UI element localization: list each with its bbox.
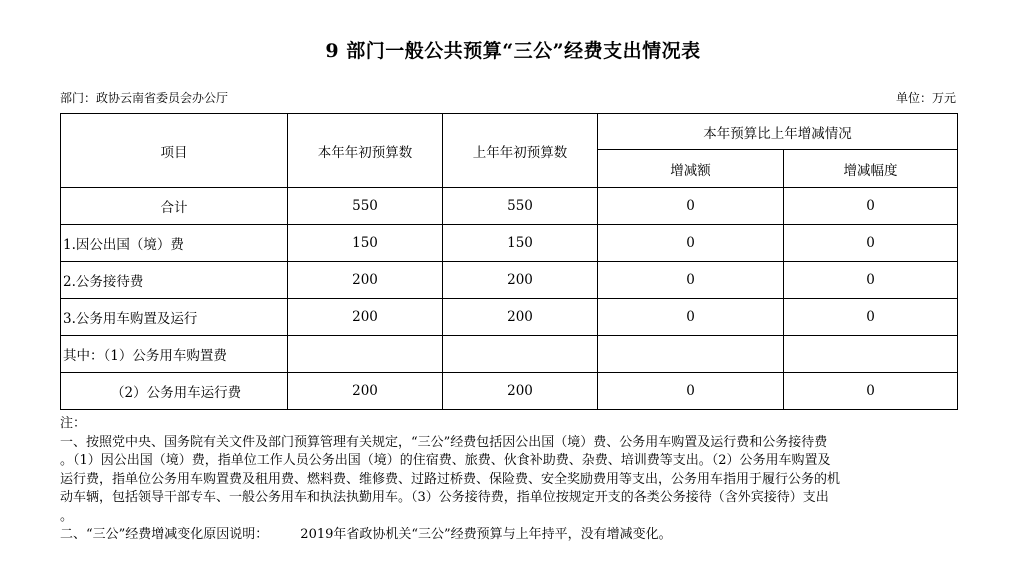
cell-item: 3.公务用车购置及运行 bbox=[61, 299, 288, 336]
department-label: 部门：政协云南省委员会办公厅 bbox=[60, 91, 229, 105]
notes-line-5: 。 bbox=[60, 508, 74, 524]
table-row-reception bbox=[61, 262, 958, 299]
cell-current: 200 bbox=[288, 262, 443, 299]
table-row-vehicle-operation bbox=[61, 373, 958, 410]
notes-line-6 bbox=[60, 526, 960, 545]
table-row-vehicle bbox=[61, 299, 958, 336]
cell-change: 0 bbox=[598, 373, 784, 410]
cell-current bbox=[288, 336, 443, 373]
table-row-vehicle-purchase bbox=[61, 336, 958, 373]
cell-item: 1.因公出国（境）费 bbox=[61, 225, 288, 262]
notes-line-3: 运行费，指单位公务用车购置费及租用费、燃料费、维修费、过路过桥费、保险费、安全奖励费用等支出，公务用车指用于履行公务的机 bbox=[60, 471, 841, 487]
cell-current: 550 bbox=[288, 188, 443, 225]
notes-line-4: 动车辆，包括领导干部专车、一般公务用车和执法执勤用车。（3）公务接待费，指单位按规定开支的各类公务接待（含外宾接待）支出 bbox=[60, 490, 829, 505]
cell-change: 0 bbox=[598, 299, 784, 336]
cell-previous bbox=[443, 336, 598, 373]
cell-previous: 200 bbox=[443, 373, 598, 410]
cell-previous: 550 bbox=[443, 188, 598, 225]
header-change-amount: 增减额 bbox=[598, 150, 784, 188]
cell-previous: 150 bbox=[443, 225, 598, 262]
cell-item: 2.公务接待费 bbox=[61, 262, 288, 299]
cell-item: 其中：（1）公务用车购置费 bbox=[61, 336, 288, 373]
cell-item: （2）公务用车运行费 bbox=[61, 373, 288, 410]
notes-change-reason-label: 二、“三公”经费增减变化原因说明： bbox=[60, 527, 269, 542]
cell-rate: 0 bbox=[784, 299, 958, 336]
cell-current: 150 bbox=[288, 225, 443, 262]
table-row-overseas bbox=[61, 225, 958, 262]
notes-section bbox=[60, 415, 960, 545]
cell-rate: 0 bbox=[784, 225, 958, 262]
notes-line-1: 一、按照党中央、国务院有关文件及部门预算管理有关规定，“三公”经费包括因公出国（境）费、公务用车购置及运行费和公务接待费 bbox=[60, 434, 828, 450]
table-row-total bbox=[61, 188, 958, 225]
header-current-budget: 本年年初预算数 bbox=[288, 114, 443, 188]
header-item: 项目 bbox=[61, 114, 288, 188]
header-change-rate: 增减幅度 bbox=[784, 150, 958, 188]
notes-label: 注： bbox=[60, 416, 87, 431]
cell-change: 0 bbox=[598, 262, 784, 299]
page-title: 9 部门一般公共预算“三公”经费支出情况表 bbox=[325, 40, 701, 62]
cell-rate bbox=[784, 336, 958, 373]
cell-rate: 0 bbox=[784, 188, 958, 225]
header-previous-budget: 上年年初预算数 bbox=[443, 114, 598, 188]
cell-rate: 0 bbox=[784, 373, 958, 410]
notes-line-2: 。（1）因公出国（境）费，指单位工作人员公务出国（境）的住宿费、旅费、伙食补助费、杂费、培训费等支出。（2）公务用车购置及 bbox=[60, 453, 831, 468]
cell-change: 0 bbox=[598, 225, 784, 262]
unit-label: 单位：万元 bbox=[895, 91, 956, 105]
cell-current: 200 bbox=[288, 373, 443, 410]
header-change-group: 本年预算比上年增减情况 bbox=[598, 114, 958, 150]
cell-rate: 0 bbox=[784, 262, 958, 299]
cell-previous: 200 bbox=[443, 262, 598, 299]
cell-item: 合计 bbox=[61, 188, 288, 225]
notes-change-reason-text: 2019年省政协机关“三公”经费预算与上年持平，没有增减变化。 bbox=[300, 527, 672, 542]
budget-table bbox=[60, 113, 958, 410]
cell-current: 200 bbox=[288, 299, 443, 336]
cell-change bbox=[598, 336, 784, 373]
cell-change: 0 bbox=[598, 188, 784, 225]
cell-previous: 200 bbox=[443, 299, 598, 336]
